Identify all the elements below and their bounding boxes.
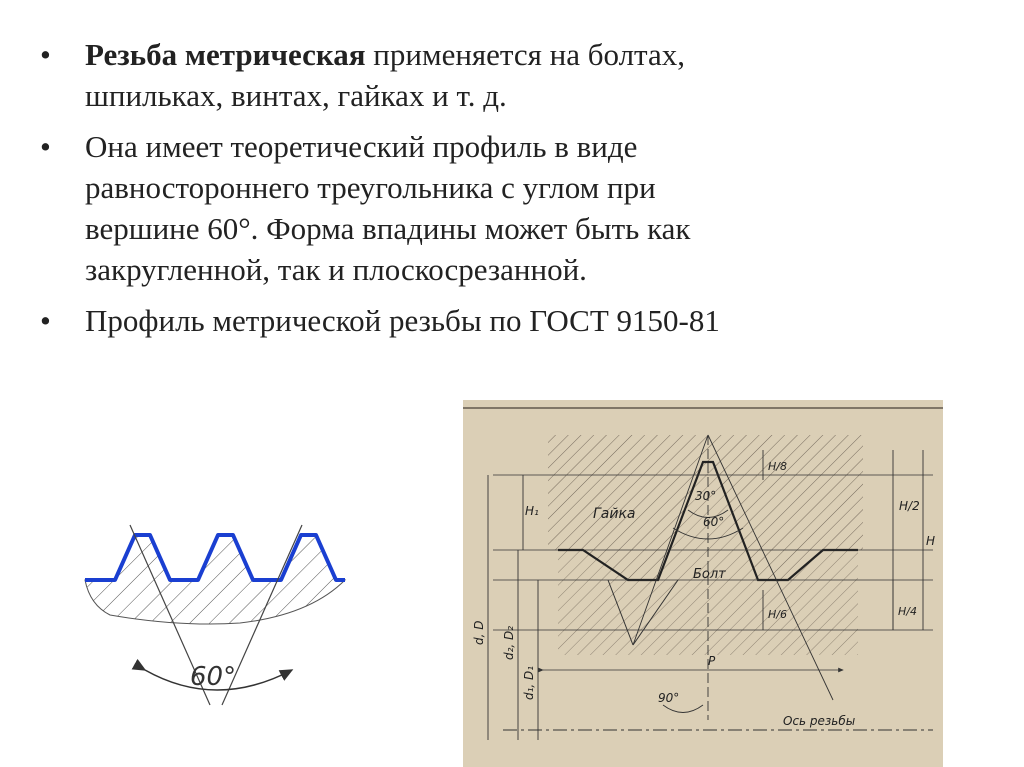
angle-90-label: 90° (658, 691, 680, 705)
h8-label: H/8 (768, 460, 787, 473)
d2D2-label: d₂, D₂ (502, 625, 516, 660)
angle-label: 60° (190, 662, 237, 692)
bullet-2-line-1: Она имеет теоретический профиль в виде (85, 129, 638, 164)
axis-label: Ось резьбы (783, 714, 856, 728)
thread-profile-diagram (70, 505, 380, 735)
dD-label: d, D (472, 620, 486, 645)
bullet-1-line-1-rest: применяется на болтах, (365, 37, 685, 72)
bullet-marker: • (40, 129, 51, 164)
bullet-3-line-1: Профиль метрической резьбы по ГОСТ 9150-81 (85, 303, 720, 338)
bullet-1-bold-term: Резьба метрическая (85, 37, 366, 72)
h6-label: H/6 (768, 608, 787, 621)
angle-30-label: 30° (695, 489, 717, 503)
angle-60-label: 60° (703, 515, 725, 529)
bullet-2-line-4: закругленной, так и плоскосрезанной. (85, 252, 587, 287)
bullet-item-2 (40, 126, 940, 290)
bullet-2-line-3: вершине 60°. Форма впадины может быть как (85, 211, 691, 246)
bullet-list (40, 34, 940, 351)
bullet-item-1 (40, 34, 940, 116)
bolt-label: Болт (693, 567, 726, 582)
nut-label: Гайка (593, 506, 636, 522)
h2-label: H/2 (899, 499, 920, 513)
bullet-1-line-1 (85, 34, 940, 75)
pitch-label: P (708, 654, 716, 668)
bullet-2-line-2: равностороннего треугольника с углом при (85, 170, 656, 205)
h-label: H (926, 534, 936, 548)
bullet-marker: • (40, 303, 51, 338)
h1-label: H₁ (525, 504, 539, 518)
bullet-1-line-2: шпильках, винтах, гайках и т. д. (85, 78, 507, 113)
hatched-body (85, 535, 345, 624)
bullet-item-3 (40, 300, 940, 341)
h4-label: H/4 (898, 605, 917, 618)
d1D1-label: d₁, D₁ (522, 665, 536, 700)
bullet-marker: • (40, 37, 51, 72)
gost-thread-drawing (463, 400, 943, 767)
